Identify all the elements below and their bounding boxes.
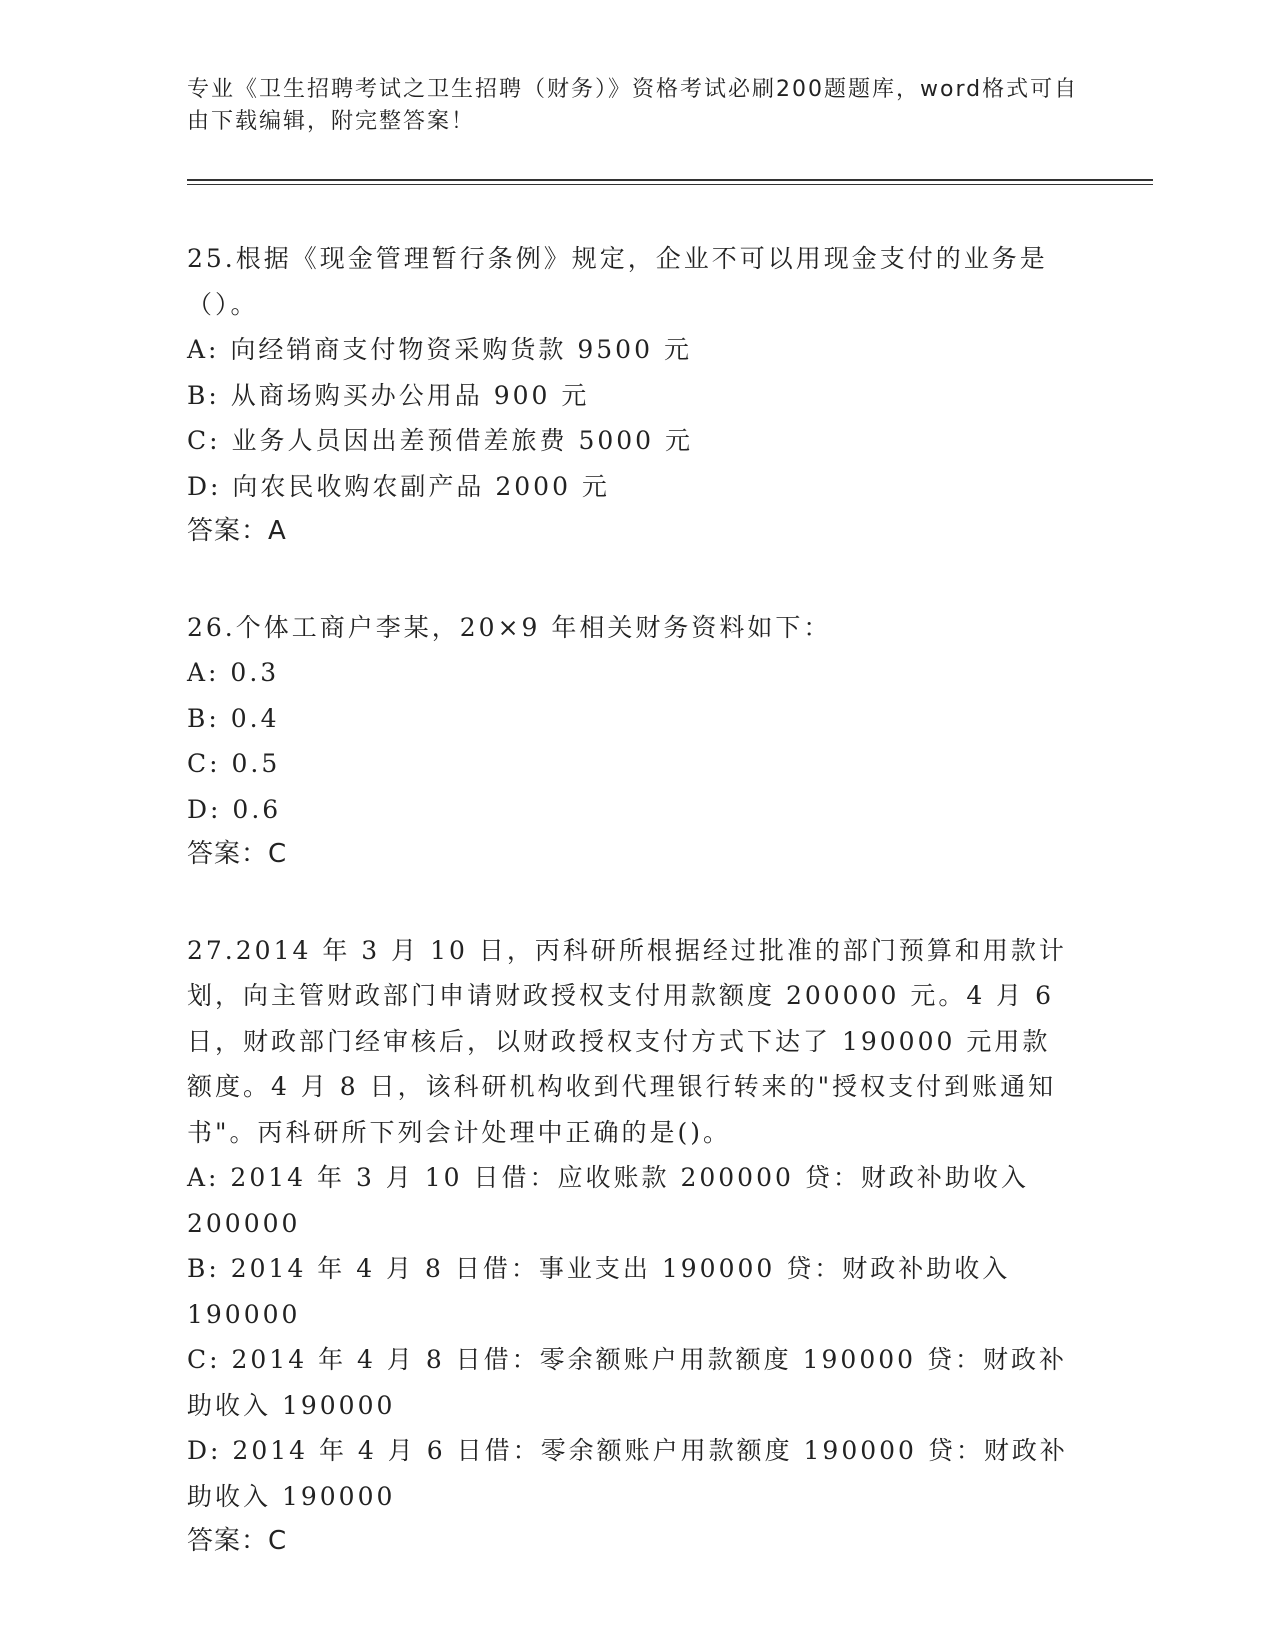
option-a: A: 0.3 <box>187 658 280 687</box>
header-divider-thick <box>187 179 1153 181</box>
question-26 <box>187 605 1077 878</box>
option-a: A: 向经销商支付物资采购货款 9500 元 <box>187 335 692 364</box>
option-c: C: 2014 年 4 月 8 日借：零余额账户用款额度 190000 贷：财政补助收入 190000 <box>187 1345 1067 1420</box>
document-header: 专业《卫生招聘考试之卫生招聘（财务）》资格考试必刷200题题库，word格式可自由下载编辑，附完整答案！ <box>187 77 1079 134</box>
option-b: B: 0.4 <box>187 703 280 733</box>
option-c: C: 0.5 <box>187 749 281 778</box>
question-stem: 26.个体工商户李某，20×9 年相关财务资料如下： <box>187 612 832 642</box>
option-d: D: 0.6 <box>187 794 282 824</box>
option-d: D: 向农民收购农副产品 2000 元 <box>187 471 610 501</box>
answer: 答案：C <box>187 1526 288 1556</box>
option-b: B: 从商场购买办公用品 900 元 <box>187 380 590 410</box>
question-27 <box>187 928 1077 1565</box>
answer: 答案：A <box>187 516 287 546</box>
option-d: D: 2014 年 4 月 6 日借：零余额账户用款额度 190000 贷：财政补助收入 190000 <box>187 1436 1068 1511</box>
answer: 答案：C <box>187 839 288 869</box>
question-25 <box>187 236 1077 555</box>
question-list <box>187 236 1077 1615</box>
question-stem: 25.根据《现金管理暂行条例》规定，企业不可以用现金支付的业务是（）。 <box>187 244 1048 319</box>
header-divider-thin <box>187 184 1153 185</box>
question-stem: 27.2014 年 3 月 10 日，丙科研所根据经过批准的部门预算和用款计划，向主管财政部门申请财政授权支付用款额度 200000 元。4 月 6 日，财政部门经审核后，以财政授权支付方式下达了 190000 元用款额度。4 月 8 日，该科研机构收到代理银行转来的"授权支付到账通知书"。丙科研所下列会计处理中正确的是()。 <box>187 935 1067 1147</box>
option-a: A: 2014 年 3 月 10 日借：应收账款 200000 贷：财政补助收入 200000 <box>187 1163 1040 1238</box>
option-c: C: 业务人员因出差预借差旅费 5000 元 <box>187 426 694 455</box>
option-b: B: 2014 年 4 月 8 日借：事业支出 190000 贷：财政补助收入 190000 <box>187 1254 1022 1329</box>
